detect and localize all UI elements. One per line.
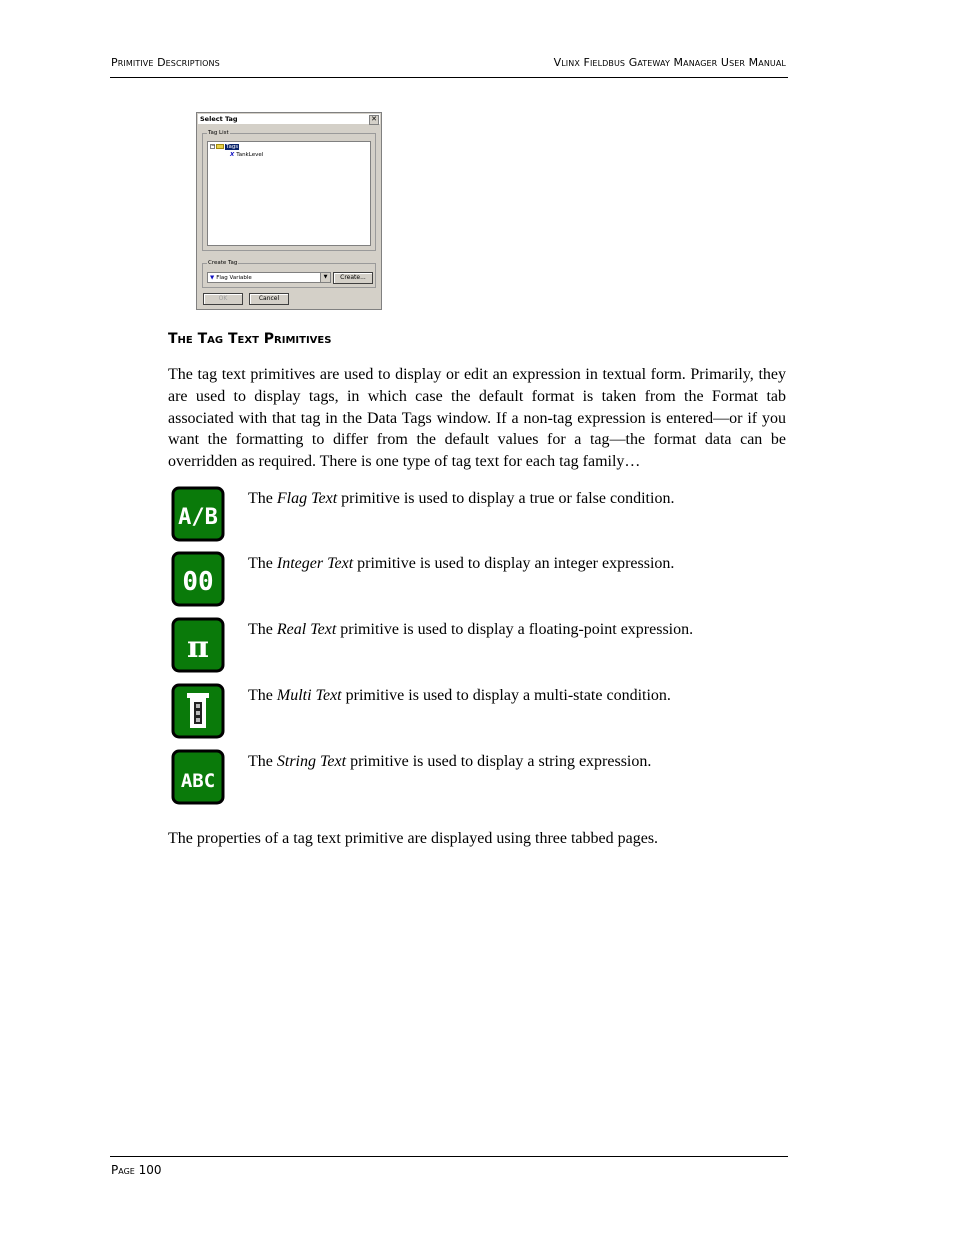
tag-variable-icon: X xyxy=(230,152,235,158)
svg-text:π: π xyxy=(187,630,209,665)
tag-list-group xyxy=(202,130,376,251)
select-tag-dialog xyxy=(196,112,382,310)
create-tag-label: Create Tag xyxy=(208,260,238,266)
primitive-description: The Real Text primitive is used to display a floating-point expression. xyxy=(248,621,694,638)
running-header-right: Vlinx Fieldbus Gateway Manager User Manual xyxy=(553,56,786,69)
combo-value: Flag Variable xyxy=(216,275,252,281)
ok-button[interactable]: OK xyxy=(203,293,243,305)
running-header-left: Primitive Descriptions xyxy=(111,56,220,69)
flag-variable-icon: ▼ xyxy=(210,275,215,281)
section-title: The Tag Text Primitives xyxy=(168,331,332,347)
create-tag-group xyxy=(202,260,376,288)
intro-paragraph: The tag text primitives are used to display or edit an expression in textual form. Primarily, they are used to display tags, in which case the default format is taken from the Format tab associated with that tag in the Data Tags window. If a non-tag expression is entered—or if you want the formatting to differ from the default values for a tag—the format data can be overridden as required. There is one type of tag text for each tag family… xyxy=(168,366,786,471)
tree-child-label: TankLevel xyxy=(236,152,264,158)
tag-list-label: Tag List xyxy=(208,130,229,136)
closing-paragraph: The properties of a tag text primitive are displayed using three tabbed pages. xyxy=(168,830,659,847)
cancel-button[interactable]: Cancel xyxy=(249,293,289,305)
primitive-row-integer-text xyxy=(170,551,790,607)
primitive-description: The String Text primitive is used to display a string expression. xyxy=(248,753,652,770)
primitive-row-real-text xyxy=(170,617,790,673)
chevron-down-icon[interactable]: ▼ xyxy=(320,273,330,282)
folder-icon xyxy=(216,144,224,149)
collapse-icon[interactable]: − xyxy=(211,143,216,149)
create-button[interactable]: Create... xyxy=(333,272,373,284)
page-number: Page 100 xyxy=(111,1163,162,1177)
primitive-row-string-text xyxy=(170,749,790,805)
integer-text-icon xyxy=(170,551,226,607)
primitive-row-flag-text xyxy=(170,486,790,542)
svg-text:A/B: A/B xyxy=(178,505,218,530)
primitive-row-multi-text xyxy=(170,683,790,739)
tree-child-item[interactable] xyxy=(230,152,263,159)
tag-type-combo[interactable] xyxy=(207,272,331,283)
primitive-description: The Integer Text primitive is used to display an integer expression. xyxy=(248,555,675,572)
primitive-description: The Flag Text primitive is used to display a true or false condition. xyxy=(248,490,675,507)
header-rule xyxy=(110,77,788,78)
multi-text-icon xyxy=(170,683,226,739)
tree-root-label: Tags xyxy=(226,144,239,150)
close-icon[interactable]: ✕ xyxy=(369,115,379,125)
svg-text:00: 00 xyxy=(182,567,214,597)
real-text-icon xyxy=(170,617,226,673)
svg-text:ABC: ABC xyxy=(180,770,216,792)
tag-tree[interactable] xyxy=(207,141,371,246)
footer-rule xyxy=(110,1156,788,1157)
tree-root-item[interactable] xyxy=(210,144,239,151)
primitive-description: The Multi Text primitive is used to display a multi-state condition. xyxy=(248,687,671,704)
dialog-title: Select Tag xyxy=(198,114,380,124)
flag-text-icon xyxy=(170,486,226,542)
string-text-icon xyxy=(170,749,226,805)
